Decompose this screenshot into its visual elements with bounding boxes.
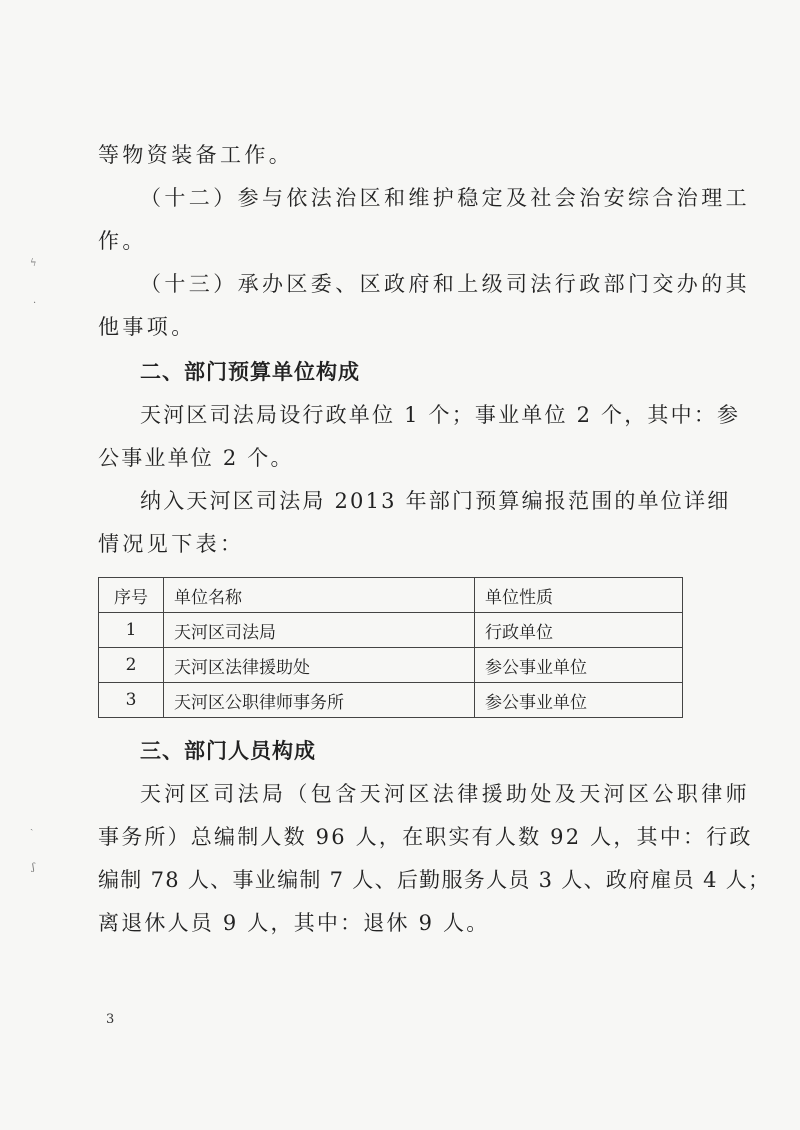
- text-line: （十二）参与依法治区和维护稳定及社会治安综合治理工: [140, 186, 750, 210]
- scan-speck-mark: ˎ: [30, 820, 34, 831]
- table-header-cell: 单位名称: [164, 578, 475, 613]
- text-line: 事务所）总编制人数 96 人，在职实有人数 92 人，其中：行政: [98, 825, 753, 849]
- unit-table: [98, 577, 683, 718]
- text-line: 公事业单位 2 个。: [98, 446, 294, 470]
- table-header-cell: 序号: [99, 578, 164, 613]
- table-cell: 参公事业单位: [475, 683, 683, 718]
- table-cell: 行政单位: [475, 613, 683, 648]
- text-line: 天河区司法局（包含天河区法律援助处及天河区公职律师: [140, 782, 750, 806]
- page-number: 3: [106, 1012, 115, 1027]
- table-row: [99, 648, 683, 683]
- scan-speck-mark: ϟ: [30, 258, 37, 269]
- table-row: [99, 683, 683, 718]
- table-cell: 2: [99, 648, 164, 683]
- scan-speck-mark: ·: [33, 298, 37, 309]
- text-line: 编制 78 人、事业编制 7 人、后勤服务人员 3 人、政府雇员 4 人；: [98, 868, 771, 892]
- text-line: 情况见下表：: [98, 532, 245, 556]
- table-cell: 天河区司法局: [164, 613, 475, 648]
- table-cell: 天河区公职律师事务所: [164, 683, 475, 718]
- table-cell: 天河区法律援助处: [164, 648, 475, 683]
- text-line: 等物资装备工作。: [98, 143, 294, 167]
- table-row: [99, 613, 683, 648]
- section-heading: 二、部门预算单位构成: [140, 360, 360, 384]
- text-line: （十三）承办区委、区政府和上级司法行政部门交办的其: [140, 272, 750, 296]
- text-line: 作。: [98, 229, 147, 253]
- table-header-row: [99, 578, 683, 613]
- text-line: 离退休人员 9 人，其中：退休 9 人。: [98, 911, 490, 935]
- table-cell: 3: [99, 683, 164, 718]
- scan-speck-mark: ʃ: [32, 862, 35, 873]
- text-line: 纳入天河区司法局 2013 年部门预算编报范围的单位详细: [140, 489, 731, 513]
- table-cell: 参公事业单位: [475, 648, 683, 683]
- text-line: 天河区司法局设行政单位 1 个；事业单位 2 个，其中：参: [140, 403, 741, 427]
- table-header-cell: 单位性质: [475, 578, 683, 613]
- section-heading: 三、部门人员构成: [140, 739, 316, 763]
- table-cell: 1: [99, 613, 164, 648]
- text-line: 他事项。: [98, 315, 196, 339]
